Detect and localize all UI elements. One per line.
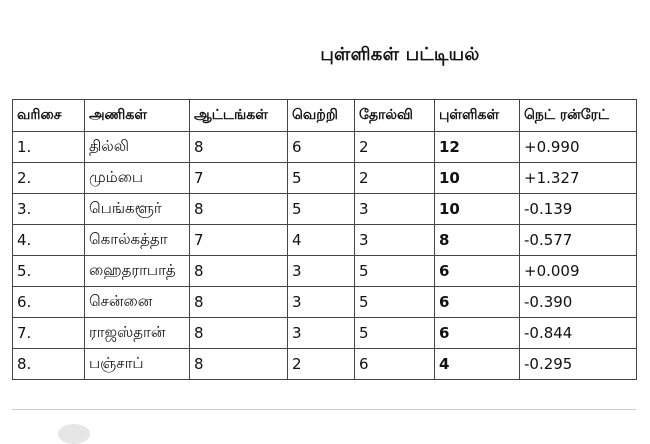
table-row [13,287,637,318]
cell-matches: 7 [190,225,288,256]
cell-wins: 3 [288,256,355,287]
cell-net-run-rate: +0.009 [520,256,637,287]
cell-points: 6 [435,318,520,349]
cell-losses: 6 [355,349,435,380]
cell-points: 10 [435,194,520,225]
table-row [13,132,637,163]
cell-losses: 3 [355,194,435,225]
table-row [13,194,637,225]
cell-team: கொல்கத்தா [85,225,190,256]
points-table [12,99,637,380]
table-row [13,349,637,380]
cell-points: 6 [435,287,520,318]
cell-wins: 6 [288,132,355,163]
cell-losses: 2 [355,163,435,194]
cell-wins: 2 [288,349,355,380]
table-row [13,256,637,287]
header-wins: வெற்றி [288,100,355,132]
header-matches: ஆட்டங்கள் [190,100,288,132]
cell-rank: 3. [13,194,85,225]
cell-team: தில்லி [85,132,190,163]
partial-avatar [58,424,90,444]
cell-net-run-rate: -0.295 [520,349,637,380]
table-header-row [13,100,637,132]
cell-points: 4 [435,349,520,380]
cell-net-run-rate: -0.577 [520,225,637,256]
cell-matches: 8 [190,349,288,380]
cell-net-run-rate: -0.844 [520,318,637,349]
cell-net-run-rate: -0.390 [520,287,637,318]
cell-net-run-rate: +0.990 [520,132,637,163]
cell-rank: 4. [13,225,85,256]
cell-wins: 5 [288,163,355,194]
cell-points: 12 [435,132,520,163]
header-points: புள்ளிகள் [435,100,520,132]
cell-wins: 3 [288,318,355,349]
cell-losses: 3 [355,225,435,256]
cell-matches: 8 [190,256,288,287]
cell-rank: 2. [13,163,85,194]
cell-wins: 3 [288,287,355,318]
header-losses: தோல்வி [355,100,435,132]
cell-rank: 7. [13,318,85,349]
table-row [13,163,637,194]
cell-matches: 8 [190,287,288,318]
cell-losses: 5 [355,256,435,287]
cell-net-run-rate: +1.327 [520,163,637,194]
cell-points: 6 [435,256,520,287]
cell-team: பஞ்சாப் [85,349,190,380]
header-net-run-rate: நெட் ரன்ரேட் [520,100,637,132]
cell-net-run-rate: -0.139 [520,194,637,225]
cell-matches: 7 [190,163,288,194]
page-title: புள்ளிகள் பட்டியல் [320,44,480,65]
cell-rank: 8. [13,349,85,380]
cell-matches: 8 [190,318,288,349]
cell-losses: 5 [355,318,435,349]
header-rank: வரிசை [13,100,85,132]
header-teams: அணிகள் [85,100,190,132]
cell-rank: 6. [13,287,85,318]
cell-team: ராஜஸ்தான் [85,318,190,349]
cell-points: 10 [435,163,520,194]
cell-matches: 8 [190,132,288,163]
cell-team: பெங்களூர் [85,194,190,225]
cell-rank: 5. [13,256,85,287]
table-row [13,225,637,256]
cell-matches: 8 [190,194,288,225]
table-row [13,318,637,349]
cell-points: 8 [435,225,520,256]
cell-losses: 2 [355,132,435,163]
cell-wins: 4 [288,225,355,256]
cell-wins: 5 [288,194,355,225]
cell-rank: 1. [13,132,85,163]
bottom-divider [12,409,636,410]
cell-team: சென்னை [85,287,190,318]
cell-team: ஹைதராபாத் [85,256,190,287]
cell-team: மும்பை [85,163,190,194]
cell-losses: 5 [355,287,435,318]
